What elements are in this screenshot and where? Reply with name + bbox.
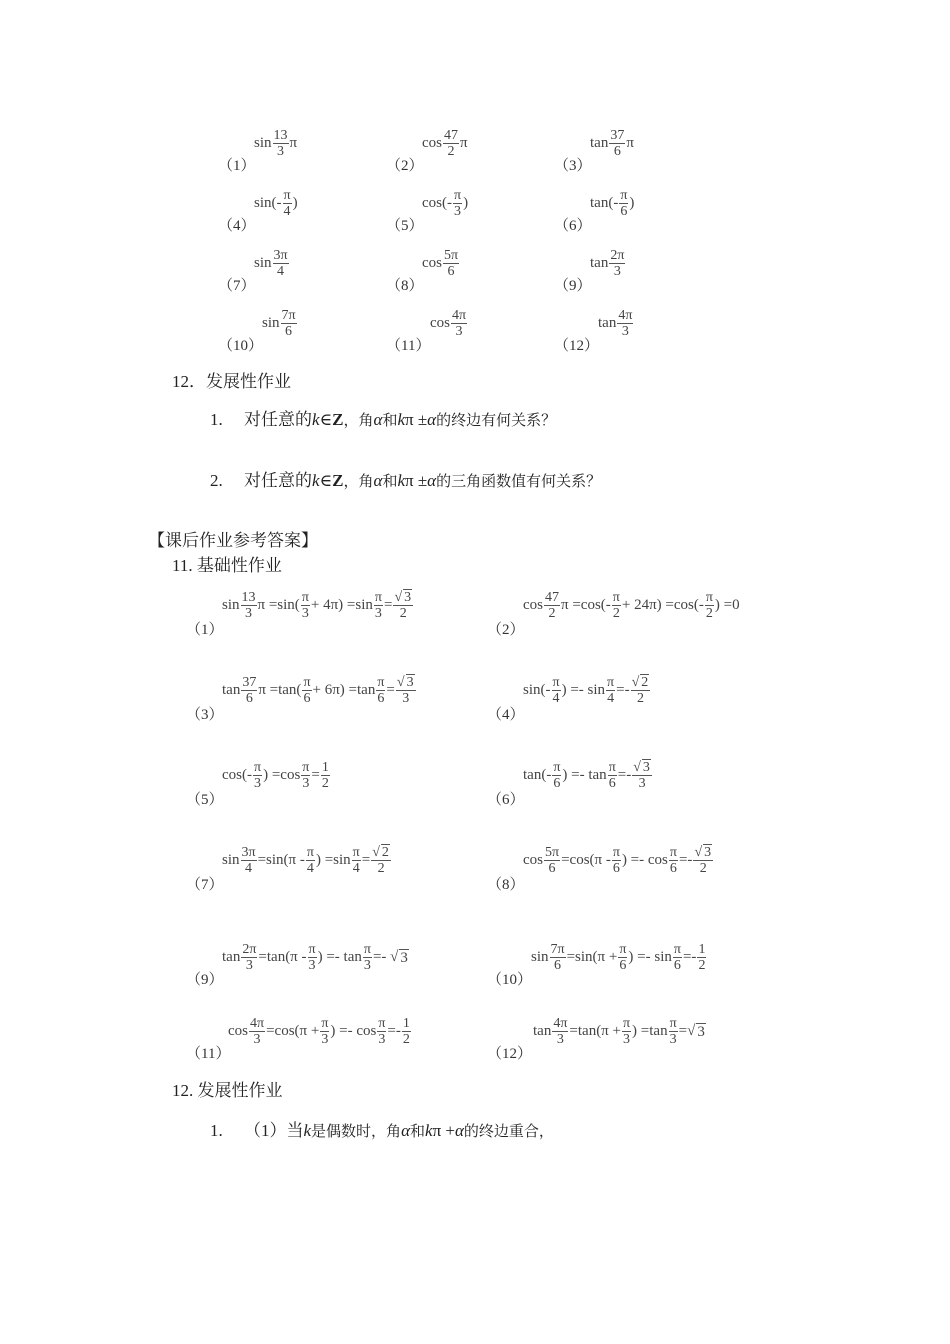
problem-number: （10） bbox=[218, 338, 264, 354]
answer-number: （10） bbox=[487, 972, 533, 988]
answer-expression: tan $\frac{37}{6}$ π =tan( $\frac{\pi}{6}$ + 6π) =tan $\frac{\pi}{6}$ = $\frac{√ 3}{3}$ bbox=[222, 675, 414, 706]
answer-expression: cos $\frac{4\pi}{3}$ =cos(π + $\frac{\pi}{3}$ ) =- cos $\frac{\pi}{3}$ =- $\frac{1}{2}$ bbox=[228, 1016, 410, 1047]
answer-number: （6） bbox=[487, 792, 525, 808]
problem-expression: sin(- $\frac{\pi}{4}$ ) bbox=[254, 188, 298, 219]
dev-question-2: 2. 对任意的k∈Z，角α和kπ ±α的三角函数值有何关系？ bbox=[210, 471, 602, 490]
answer-number: （1） bbox=[186, 622, 224, 638]
problem-expression: sin $\frac{3\pi}{4}$ bbox=[254, 248, 288, 279]
problem-expression: tan $\frac{37}{6}$ π bbox=[590, 128, 634, 159]
problem-expression: cos $\frac{4\pi}{3}$ bbox=[430, 308, 467, 339]
answers-subheading: 11. 基础性作业 bbox=[172, 556, 282, 575]
dev-answer-1: 1. （1）当k是偶数时，角α和kπ +α的终边重合， bbox=[210, 1121, 554, 1140]
problem-expression: sin $\frac{13}{3}$ π bbox=[254, 128, 298, 159]
problem-expression: sin $\frac{7\pi}{6}$ bbox=[262, 308, 296, 339]
answer-expression: sin $\frac{13}{3}$ π =sin( $\frac{\pi}{3}$ + 4π) =sin $\frac{\pi}{3}$ = $\frac{√ 3}{2}$ bbox=[222, 590, 412, 621]
dev-heading: 12．发展性作业 bbox=[172, 372, 291, 391]
problem-number: （7） bbox=[218, 278, 256, 294]
answer-number: （5） bbox=[186, 792, 224, 808]
problem-number: （12） bbox=[554, 338, 600, 354]
dev-question-1: 1. 对任意的k∈Z，角α和kπ ±α的终边有何关系？ bbox=[210, 410, 557, 429]
answer-number: （3） bbox=[186, 707, 224, 723]
problem-number: （5） bbox=[386, 218, 424, 234]
answer-number: （8） bbox=[487, 877, 525, 893]
answers-heading: 【课后作业参考答案】 bbox=[148, 531, 318, 550]
answer-number: （12） bbox=[487, 1046, 533, 1062]
answer-expression: tan $\frac{2\pi}{3}$ =tan(π - $\frac{\pi}{3}$ ) =- tan $\frac{\pi}{3}$ =- √ 3 bbox=[222, 942, 408, 973]
answer-number: （7） bbox=[186, 877, 224, 893]
problem-number: （8） bbox=[386, 278, 424, 294]
problem-number: （11） bbox=[386, 338, 431, 354]
problem-number: （1） bbox=[218, 158, 256, 174]
problem-expression: tan(- $\frac{\pi}{6}$ ) bbox=[590, 188, 635, 219]
problem-expression: cos $\frac{47}{2}$ π bbox=[422, 128, 468, 159]
answer-expression: sin $\frac{3\pi}{4}$ =sin(π - $\frac{\pi}{4}$ ) =sin $\frac{\pi}{4}$ = $\frac{√ 2}{2}$ bbox=[222, 845, 389, 876]
answer-expression: tan $\frac{4\pi}{3}$ =tan(π + $\frac{\pi}{3}$ ) =tan $\frac{\pi}{3}$ =√ 3 bbox=[533, 1016, 705, 1047]
answer-expression: cos $\frac{5\pi}{6}$ =cos(π - $\frac{\pi}{6}$ ) =- cos $\frac{\pi}{6}$ =- $\frac{√ 3}{2}$ bbox=[523, 845, 712, 876]
problem-expression: cos(- $\frac{\pi}{3}$ ) bbox=[422, 188, 469, 219]
answer-number: （9） bbox=[186, 972, 224, 988]
answer-expression: cos(- $\frac{\pi}{3}$ ) =cos $\frac{\pi}{3}$ = $\frac{1}{2}$ bbox=[222, 760, 329, 791]
answer-expression: tan(- $\frac{\pi}{6}$ ) =- tan $\frac{\pi}{6}$ =- $\frac{√ 3}{3}$ bbox=[523, 760, 650, 791]
problem-number: （9） bbox=[554, 278, 592, 294]
answer-number: （4） bbox=[487, 707, 525, 723]
problem-number: （6） bbox=[554, 218, 592, 234]
dev-answer-heading: 12. 发展性作业 bbox=[172, 1081, 283, 1100]
problem-expression: cos $\frac{5\pi}{6}$ bbox=[422, 248, 459, 279]
answer-expression: cos $\frac{47}{2}$ π =cos(- $\frac{\pi}{2}$ + 24π) =cos(- $\frac{\pi}{2}$ ) =0 bbox=[523, 590, 740, 621]
answer-number: （11） bbox=[186, 1046, 231, 1062]
answer-expression: sin $\frac{7\pi}{6}$ =sin(π + $\frac{\pi}{6}$ ) =- sin $\frac{\pi}{6}$ =- $\frac{1}{2}$ bbox=[531, 942, 706, 973]
answer-expression: sin(- $\frac{\pi}{4}$ ) =- sin $\frac{\pi}{4}$ =- $\frac{√ 2}{2}$ bbox=[523, 675, 649, 706]
problem-number: （3） bbox=[554, 158, 592, 174]
problem-expression: tan $\frac{4\pi}{3}$ bbox=[598, 308, 633, 339]
answer-number: （2） bbox=[487, 622, 525, 638]
problem-expression: tan $\frac{2\pi}{3}$ bbox=[590, 248, 625, 279]
problem-number: （4） bbox=[218, 218, 256, 234]
problem-number: （2） bbox=[386, 158, 424, 174]
